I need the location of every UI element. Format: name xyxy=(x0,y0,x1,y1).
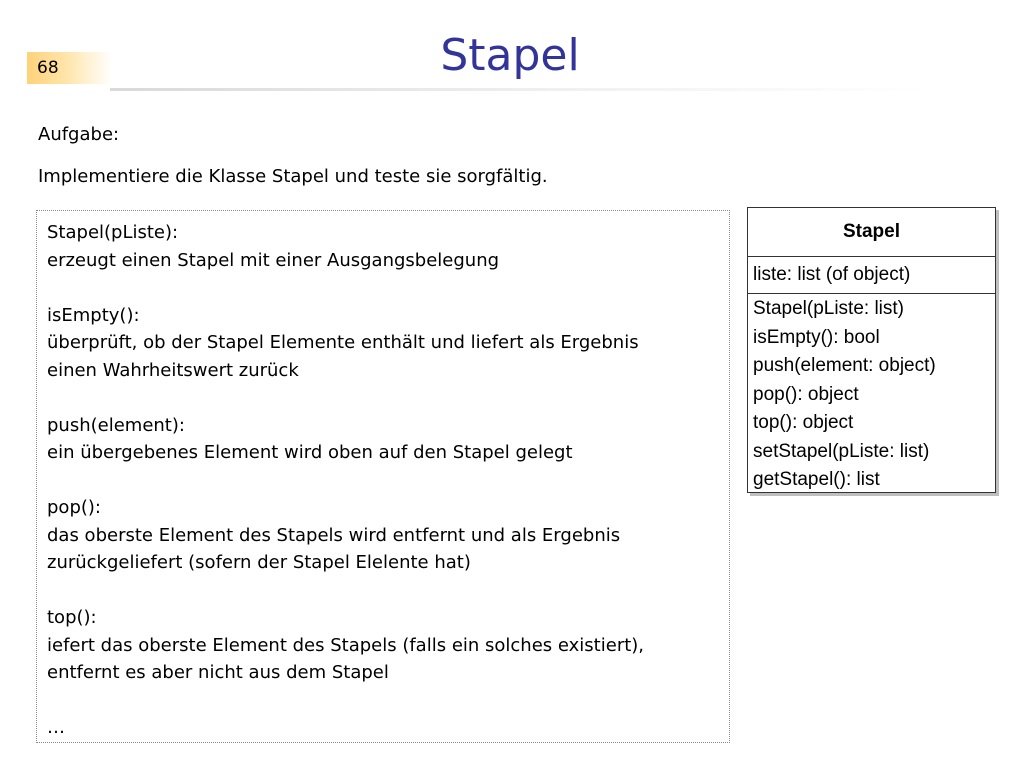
uml-attribute: liste: list (of object) xyxy=(753,264,911,285)
task-text: Implementiere die Klasse Stapel und teste sie sorgfältig. xyxy=(38,166,548,187)
uml-attributes xyxy=(748,257,995,294)
description-block-top xyxy=(47,604,719,687)
uml-class-name: Stapel xyxy=(748,208,995,257)
uml-method: setStapel(pListe: list) xyxy=(753,440,930,462)
slide-title: Stapel xyxy=(440,30,580,81)
description-heading: push(element): xyxy=(47,414,185,436)
description-text: einen Wahrheitswert zurück xyxy=(47,359,299,381)
description-text: zurückgeliefert (sofern der Stapel Elelente hat) xyxy=(47,552,471,573)
description-text: entfernt es aber nicht aus dem Stapel xyxy=(47,662,389,683)
description-block-pop xyxy=(47,494,719,577)
description-heading: top(): xyxy=(47,607,97,628)
description-block-constructor xyxy=(47,219,719,274)
description-heading: Stapel(pListe): xyxy=(47,222,179,243)
description-ellipsis: … xyxy=(47,717,65,738)
uml-method: getStapel(): list xyxy=(753,469,880,490)
uml-method: pop(): object xyxy=(753,383,859,405)
description-text: überprüft, ob der Stapel Elemente enthält und liefert als Ergebnis xyxy=(47,332,639,353)
title-divider xyxy=(110,88,930,91)
description-heading: pop(): xyxy=(47,497,101,518)
description-text: erzeugt einen Stapel mit einer Ausgangsbelegung xyxy=(47,249,500,271)
description-text: iefert das oberste Element des Stapels (falls ein solches existiert), xyxy=(47,634,645,656)
uml-class-diagram xyxy=(747,207,996,493)
method-description-box xyxy=(36,210,730,743)
uml-method: Stapel(pListe: list) xyxy=(753,298,905,319)
uml-method: isEmpty(): bool xyxy=(753,326,880,348)
task-label: Aufgabe: xyxy=(38,124,120,145)
uml-methods xyxy=(748,294,995,495)
uml-method: push(element: object) xyxy=(753,355,936,376)
description-text: das oberste Element des Stapels wird entfernt und als Ergebnis xyxy=(47,524,621,546)
uml-method: top(): object xyxy=(753,412,854,433)
description-block-isempty xyxy=(47,302,719,385)
description-text: ein übergebenes Element wird oben auf den Stapel gelegt xyxy=(47,442,573,463)
description-block-push xyxy=(47,412,719,467)
description-heading: isEmpty(): xyxy=(47,304,140,326)
page-number: 68 xyxy=(27,52,112,84)
